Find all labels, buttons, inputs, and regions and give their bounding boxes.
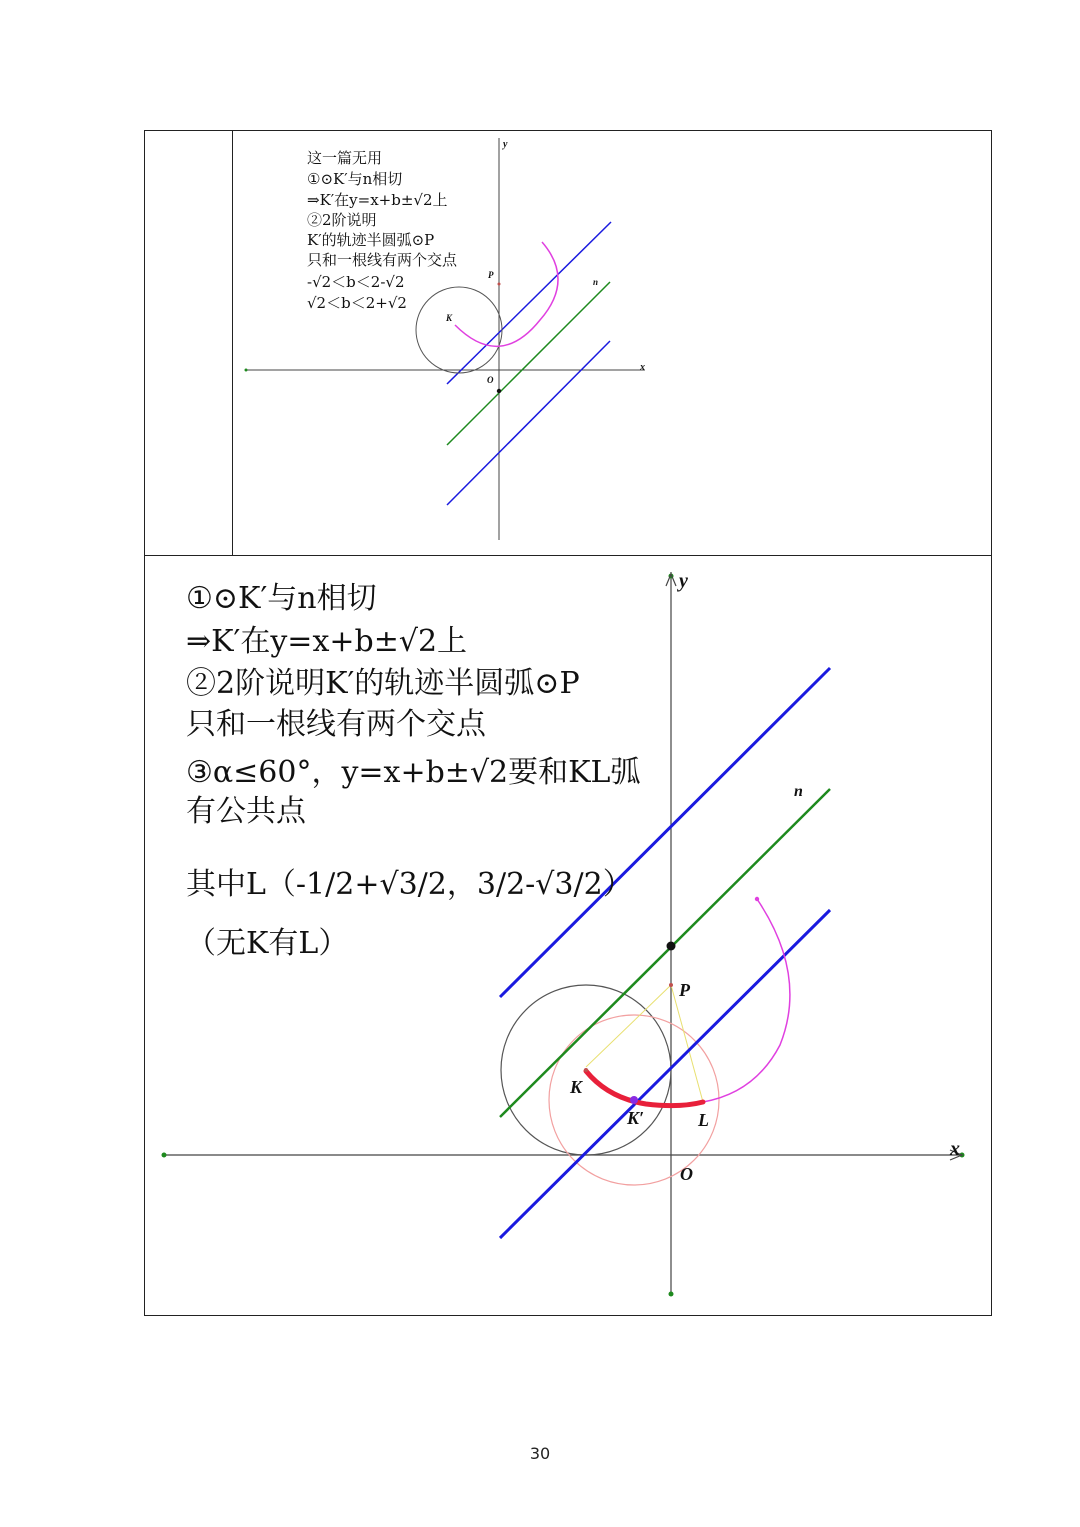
bottom-x-axis-start	[162, 1153, 167, 1158]
top-magenta-arc	[455, 242, 558, 346]
bottom-k-prime-label: K′	[627, 1108, 645, 1128]
bottom-notes	[186, 581, 640, 961]
top-notes	[307, 149, 458, 312]
bottom-k-label: K	[570, 1077, 583, 1097]
top-note-line: ⇒K′在y=x+b±√2上	[307, 191, 448, 209]
bottom-point-k	[584, 1068, 588, 1072]
bottom-note-line: ⇒K′在y=x+b±√2上	[186, 624, 468, 659]
bottom-green-line-n	[500, 789, 830, 1117]
top-k-label: K	[446, 313, 453, 323]
bottom-y-axis-label: y	[679, 570, 688, 592]
bottom-x-axis-label: x	[950, 1138, 960, 1160]
bottom-note-line: ③α≤60°，y=x+b±√2要和KL弧	[186, 755, 641, 790]
bottom-l-label: L	[698, 1110, 709, 1130]
top-point-intercept	[497, 389, 501, 393]
page-number: 30	[529, 1444, 551, 1463]
bottom-blue-line-upper	[500, 668, 830, 997]
bottom-red-arc-kl	[586, 1071, 703, 1106]
bottom-note-line: （无K有L）	[186, 926, 349, 961]
bottom-point-k-prime	[630, 1096, 638, 1104]
bottom-magenta-arc	[703, 899, 790, 1102]
top-note-line: 只和一根线有两个交点	[307, 251, 458, 269]
bottom-point-intercept	[667, 942, 676, 951]
top-p-label: P	[488, 270, 494, 280]
bottom-note-line: 其中L（-1/2+√3/2，3/2-√3/2）	[186, 867, 633, 902]
top-x-axis-label: x	[640, 362, 645, 373]
bottom-note-line: ①⊙K′与n相切	[186, 581, 377, 616]
bottom-n-label: n	[794, 783, 803, 800]
top-x-axis-end	[245, 369, 248, 372]
top-note-line: -√2＜b＜2-√2	[307, 273, 405, 291]
top-note-line: K′的轨迹半圆弧⊙P	[307, 231, 435, 249]
bottom-note-line: 有公共点	[186, 794, 306, 829]
top-n-label: n	[593, 277, 599, 287]
bottom-p-label: P	[679, 980, 690, 1000]
bottom-magenta-arc-end	[755, 897, 759, 901]
bottom-blue-line-lower	[500, 910, 830, 1238]
top-green-line-n	[447, 282, 610, 445]
top-note-line: √2＜b＜2+√2	[307, 294, 407, 312]
top-circle-k	[416, 287, 502, 373]
bottom-origin-label: O	[680, 1164, 693, 1184]
top-origin-label: O	[487, 375, 494, 385]
bottom-y-axis-bottom	[669, 1292, 674, 1297]
bottom-note-line: ②2阶说明K′的轨迹半圆弧⊙P	[186, 666, 580, 701]
top-y-axis-label: y	[503, 139, 508, 150]
top-blue-line-upper	[447, 222, 611, 384]
bottom-point-p	[669, 983, 673, 987]
top-note-line: ①⊙K′与n相切	[307, 170, 403, 188]
top-note-line: 这一篇无用	[307, 149, 383, 167]
top-blue-line-lower	[447, 341, 610, 505]
top-point-p	[498, 283, 501, 286]
top-note-line: ②2阶说明	[307, 211, 377, 229]
bottom-note-line: 只和一根线有两个交点	[186, 707, 486, 742]
